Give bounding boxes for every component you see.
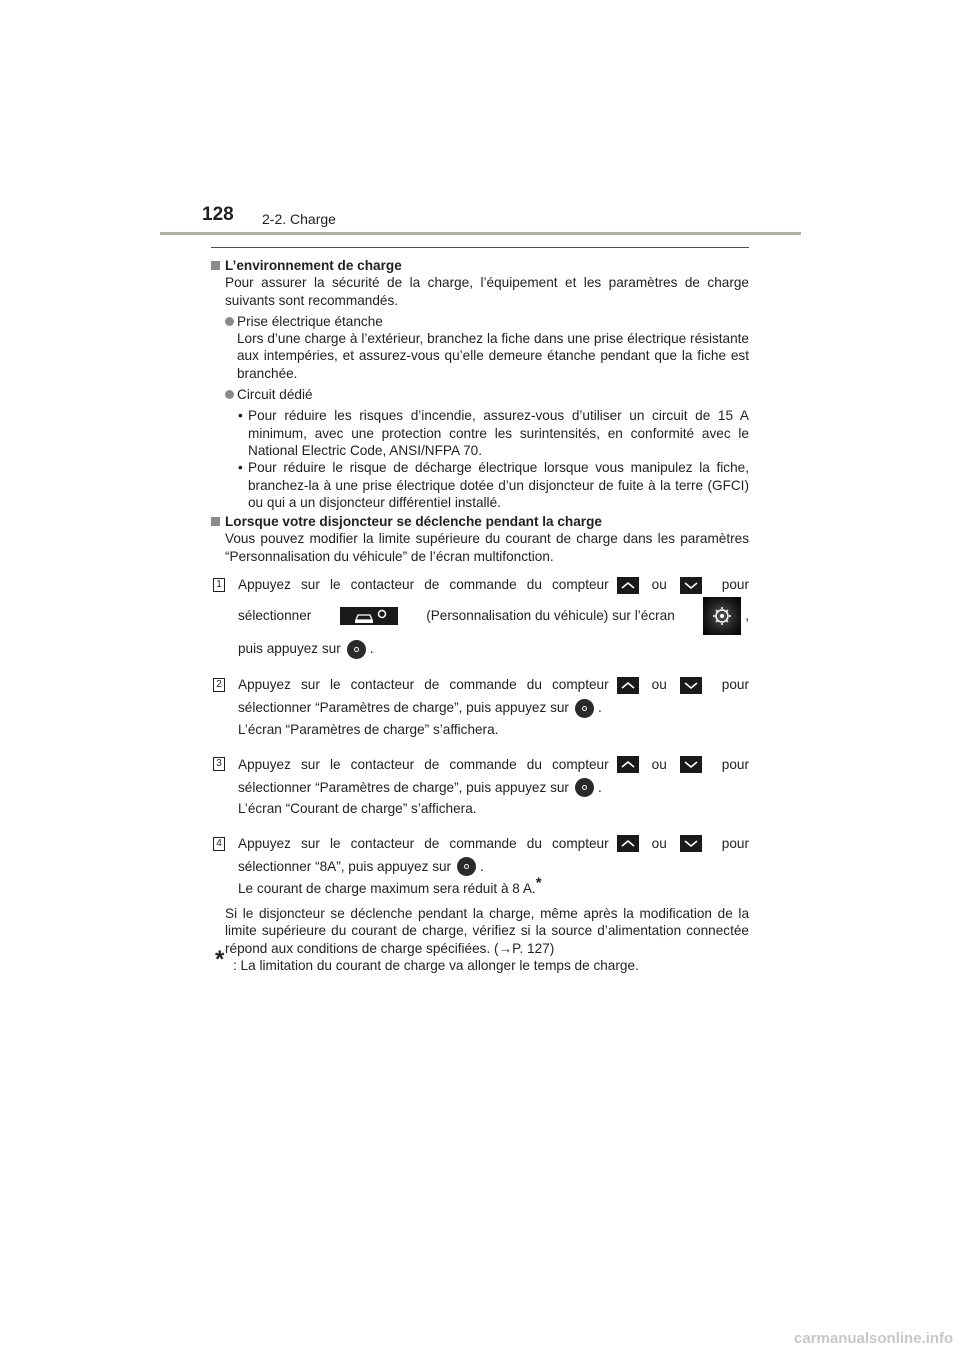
round-bullet-icon [225,390,234,399]
footnote-star: * [215,945,225,973]
chevron-up-icon [617,756,639,773]
heading-breaker-trips: Lorsque votre disjoncteur se déclenche pendant la charge [211,513,749,530]
car-settings-icon [340,607,398,625]
content-rule [211,247,749,248]
heading-charging-environment: L’environnement de charge [211,257,749,274]
intro-paragraph: Pour assurer la sécurité de la charge, l’équipement et les paramètres de charge suivants sont recommandés. [225,275,749,308]
step-number: 1 [213,578,225,592]
ok-button-icon [575,778,594,797]
after-steps-paragraph: Si le disjoncteur se déclenche pendant la charge, même après la modification de la limite supérieure du courant de charge, vérifiez si la source d’alimentation connectée répond aux conditions de charge spécifiées. (→P. 127) [225,905,749,956]
ok-button-icon [347,640,366,659]
ok-button-icon [575,699,594,718]
settings-gear-icon [703,597,741,635]
step-2: 2 Appuyez sur le contacteur de commande du compteur ou pour sélectionner “Paramètres de charge”, puis appuyez sur . L’écran “Paramètres de charge” s’affichera. [211,675,749,738]
page-number: 128 [202,204,234,225]
dash-item-shock: • Pour réduire le risque de décharge électrique lorsque vous manipulez la fiche, branchez-la à une prise électrique dotée d’un disjoncteur de fuite à la terre (GFCI) ou qui a un disjoncteur différentiel installé. [238,460,749,510]
section-title: 2-2. Charge [262,211,336,227]
header-rule [160,232,801,235]
bullet-outlet: Prise électrique étanche [211,313,749,330]
ok-button-icon [457,857,476,876]
chevron-up-icon [617,577,639,594]
step-number: 2 [213,678,225,692]
step-1: 1 Appuyez sur le contacteur de commande du compteur ou pour sélectionner (Personnalisation du véhicule) sur l’écran , puis appuyez sur . [211,575,749,661]
footnote: * : La limitation du courant de charge va allonger le temps de charge. [215,945,639,973]
chevron-down-icon [680,756,702,773]
step-number: 4 [213,837,225,851]
chevron-up-icon [617,835,639,852]
breaker-intro: Vous pouvez modifier la limite supérieure du courant de charge dans les paramètres “Personnalisation du véhicule” de l’écran multifonction. [225,531,749,564]
step-number: 3 [213,757,225,771]
chevron-down-icon [680,835,702,852]
footnote-marker: * [535,874,542,892]
step-3: 3 Appuyez sur le contacteur de commande du compteur ou pour sélectionner “Paramètres de charge”, puis appuyez sur . L’écran “Courant de charge” s’affichera. [211,754,749,817]
outlet-text: Lors d’une charge à l’extérieur, branchez la fiche dans une prise électrique résistante aux intempéries, et assurez-vous qu’elle demeure étanche pendant que la fiche est branchée. [237,331,749,381]
square-bullet-icon [211,517,220,526]
step-4: 4 Appuyez sur le contacteur de commande du compteur ou pour sélectionner “8A”, puis appuyez sur . Le courant de charge maximum sera réduit à 8 A.* [211,834,749,897]
round-bullet-icon [225,317,234,326]
dash-item-fire: • Pour réduire les risques d’incendie, assurez-vous d’utiliser un circuit de 15 A minimum, avec une protection contre les surintensités, en conformité avec le National Electric Code, ANSI/NFPA 70. [238,408,749,458]
bullet-dedicated-circuit: Circuit dédié [211,386,749,403]
chevron-up-icon [617,677,639,694]
square-bullet-icon [211,261,220,270]
chevron-down-icon [680,677,702,694]
main-content [211,257,749,974]
chevron-down-icon [680,577,702,594]
watermark: carmanualsonline.info [794,1330,954,1347]
